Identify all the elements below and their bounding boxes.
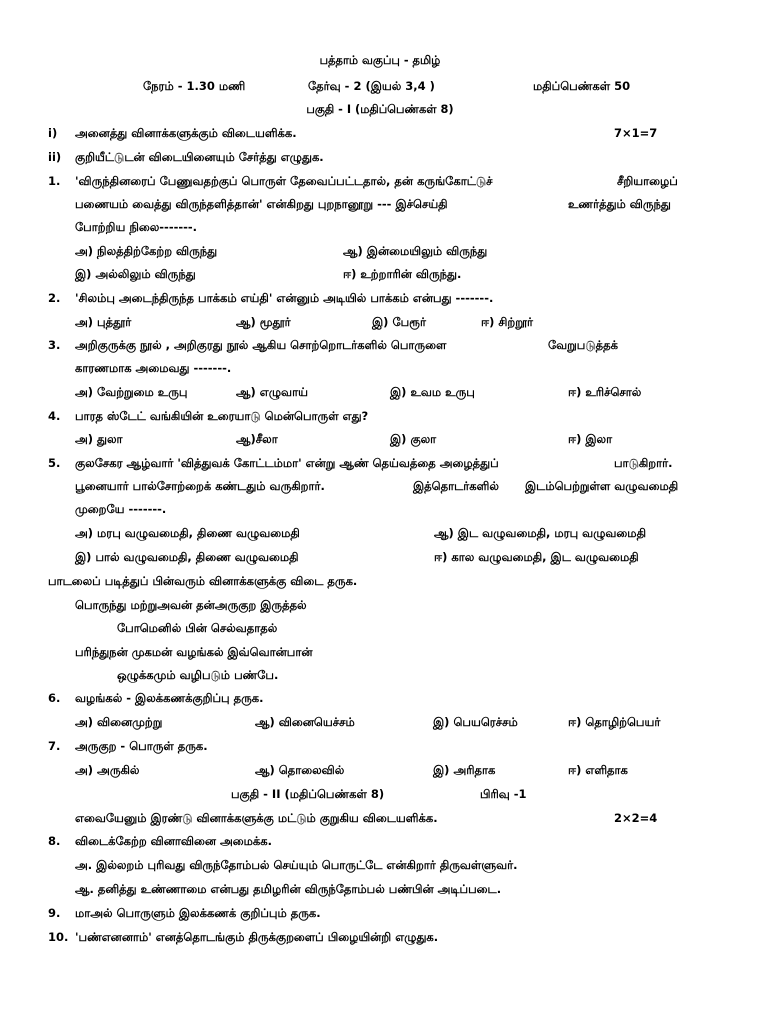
q5-line2-end: இடம்பெற்றுள்ள வழுவமைதி <box>525 479 679 493</box>
q1-line2: பணையம் வைத்து விருந்தளித்தான்' என்கிறது புறநானூறு --- இச்செய்தி <box>75 197 448 211</box>
instruction-ii-number: ii) <box>48 150 62 164</box>
q5-line3: முறையே -------. <box>75 502 167 516</box>
q8-part-b: ஆ. தனித்து உண்ணாமை என்பது தமிழரின் விருந்தோம்பல் பண்பின் அடிப்படை. <box>75 882 502 896</box>
q7-option-d: ஈ) எளிதாக <box>568 763 628 777</box>
q7-number: 7. <box>48 739 61 753</box>
part2-marks: 2×2=4 <box>614 811 658 825</box>
part2-heading: பகுதி - II (மதிப்பெண்கள் 8) <box>231 787 385 801</box>
q2-number: 2. <box>48 291 61 305</box>
q7-text: அருகுற - பொருள் தருக. <box>75 739 208 753</box>
q1-number: 1. <box>48 174 61 188</box>
q10-text: 'பண்எனனாம்' எனத்தொடங்கும் திருக்குறளைப் பிழையின்றி எழுதுக. <box>75 930 439 944</box>
q6-number: 6. <box>48 691 61 705</box>
q1-option-a: அ) நிலத்திற்கேற்ற விருந்து <box>75 244 218 258</box>
q5-option-b: ஆ) இட வழுவமைதி, மரபு வழுவமைதி <box>434 526 646 540</box>
q3-line1-end: வேறுபடுத்தக் <box>548 338 618 352</box>
q10-number: 10. <box>48 930 69 944</box>
q3-option-b: ஆ) எழுவாய் <box>236 385 308 399</box>
poem-instruction: பாடலைப் படித்துப் பின்வரும் வினாக்களுக்கு விடை தருக. <box>48 574 358 588</box>
q5-line2-mid: இத்தொடர்களில் <box>413 479 499 493</box>
instruction-i-marks: 7×1=7 <box>614 126 658 140</box>
q5-option-d: ஈ) கால வழுவமைதி, இட வழுவமைதி <box>434 550 639 564</box>
q4-number: 4. <box>48 409 61 423</box>
q6-option-a: அ) வினைமுற்று <box>75 715 163 729</box>
q9-text: மாஅல் பொருளும் இலக்கணக் குறிப்பும் தருக. <box>75 906 321 920</box>
q1-line1: 'விருந்தினரைப் பேணுவதற்குப் பொருள் தேவைப்பட்டதால், தன் கருங்கோட்டுச் <box>75 174 493 188</box>
q7-option-a: அ) அருகில் <box>75 763 140 777</box>
q6-option-d: ஈ) தொழிற்பெயர் <box>568 715 661 729</box>
q8-text: விடைக்கேற்ற வினாவினை அமைக்க. <box>75 834 273 848</box>
poem-line-2: போமெனில் பின் செல்வதாதல் <box>117 621 278 635</box>
exam-time: நேரம் - 1.30 மணி <box>143 79 246 93</box>
exam-title: பத்தாம் வகுப்பு - தமிழ் <box>319 53 441 67</box>
q5-line2: பூனையார் பால்சோற்றைக் கண்டதும் வருகிறார். <box>75 479 325 493</box>
q8-number: 8. <box>48 834 61 848</box>
q4-text: பாரத ஸ்டேட் வங்கியின் உரையாடு மென்பொருள் எது? <box>75 409 369 423</box>
part1-heading: பகுதி - I (மதிப்பெண்கள் 8) <box>306 102 454 116</box>
q9-number: 9. <box>48 906 61 920</box>
q1-line3: போற்றிய நிலை-------. <box>75 220 198 234</box>
q3-option-d: ஈ) உரிச்சொல் <box>568 385 642 399</box>
q1-option-d: ஈ) உற்றாரின் விருந்து. <box>343 267 462 281</box>
q2-option-c: இ) பேரூர் <box>372 315 426 329</box>
q2-text: 'சிலம்பு அடைந்திருந்த பாக்கம் எய்தி' என்னும் அடியில் பாக்கம் என்பது -------. <box>75 291 494 305</box>
instruction-i-number: i) <box>48 126 58 140</box>
q5-line1: குலசேகர ஆழ்வார் 'வித்துவக் கோட்டம்மா' என்று ஆண் தெய்வத்தை அழைத்துப் <box>75 456 499 470</box>
q2-option-a: அ) புத்தூர் <box>75 315 132 329</box>
q1-line2-end: உணர்த்தும் விருந்து <box>568 197 671 211</box>
instruction-ii-text: குறியீட்டுடன் விடையினையும் சேர்த்து எழுதுக. <box>75 150 324 164</box>
q4-option-a: அ) துலா <box>75 432 123 446</box>
q1-line1-end: சீறியாழைப் <box>617 174 678 188</box>
q5-line1-end: பாடுகிறார். <box>614 456 673 470</box>
q2-option-d: ஈ) சிற்றூர் <box>481 315 533 329</box>
part2-section: பிரிவு -1 <box>480 787 527 801</box>
q5-number: 5. <box>48 456 61 470</box>
exam-number: தேர்வு - 2 (இயல் 3,4 ) <box>308 79 435 93</box>
q4-option-d: ஈ) இலா <box>568 432 613 446</box>
q1-option-c: இ) அல்லிலும் விருந்து <box>75 267 196 281</box>
q5-option-a: அ) மரபு வழுவமைதி, திணை வழுவமைதி <box>75 526 300 540</box>
poem-line-1: பொருந்து மற்றுஅவன் தன்அருகுற இருத்தல் <box>75 598 307 612</box>
q3-option-a: அ) வேற்றுமை உருபு <box>75 385 188 399</box>
q6-option-c: இ) பெயரெச்சம் <box>433 715 518 729</box>
q6-option-b: ஆ) வினையெச்சம் <box>255 715 355 729</box>
q8-part-a: அ. இல்லறம் புரிவது விருந்தோம்பல் செய்யும் பொருட்டே என்கிறார் திருவள்ளுவர். <box>75 858 518 872</box>
exam-marks: மதிப்பெண்கள் 50 <box>533 79 631 93</box>
q4-option-b: ஆ)சீலா <box>236 432 278 446</box>
q5-option-c: இ) பால் வழுவமைதி, திணை வழுவமைதி <box>75 550 299 564</box>
q3-line2: காரணமாக அமைவது -------. <box>75 361 232 375</box>
poem-line-4: ஒழுக்கமும் வழிபடும் பண்பே. <box>117 668 279 682</box>
q4-option-c: இ) குலா <box>390 432 437 446</box>
instruction-i-text: அனைத்து வினாக்களுக்கும் விடையளிக்க. <box>75 126 297 140</box>
q3-number: 3. <box>48 338 61 352</box>
q3-line1: அறிகுருக்கு நூல் , அறிகுரது நூல் ஆகிய சொற்றொடர்களில் பொருளை <box>75 338 447 352</box>
q7-option-b: ஆ) தொலைவில் <box>255 763 345 777</box>
q7-option-c: இ) அரிதாக <box>433 763 496 777</box>
q1-option-b: ஆ) இன்மையிலும் விருந்து <box>343 244 488 258</box>
q6-text: வழங்கல் - இலக்கணக்குறிப்பு தருக. <box>75 691 264 705</box>
poem-line-3: பரிந்துநன் முகமன் வழங்கல் இவ்வொன்பான் <box>75 645 313 659</box>
q2-option-b: ஆ) மூதூர் <box>236 315 291 329</box>
q3-option-c: இ) உவம உருபு <box>390 385 475 399</box>
part2-instruction: எவையேனும் இரண்டு வினாக்களுக்கு மட்டும் குறுகிய விடையளிக்க. <box>75 811 438 825</box>
